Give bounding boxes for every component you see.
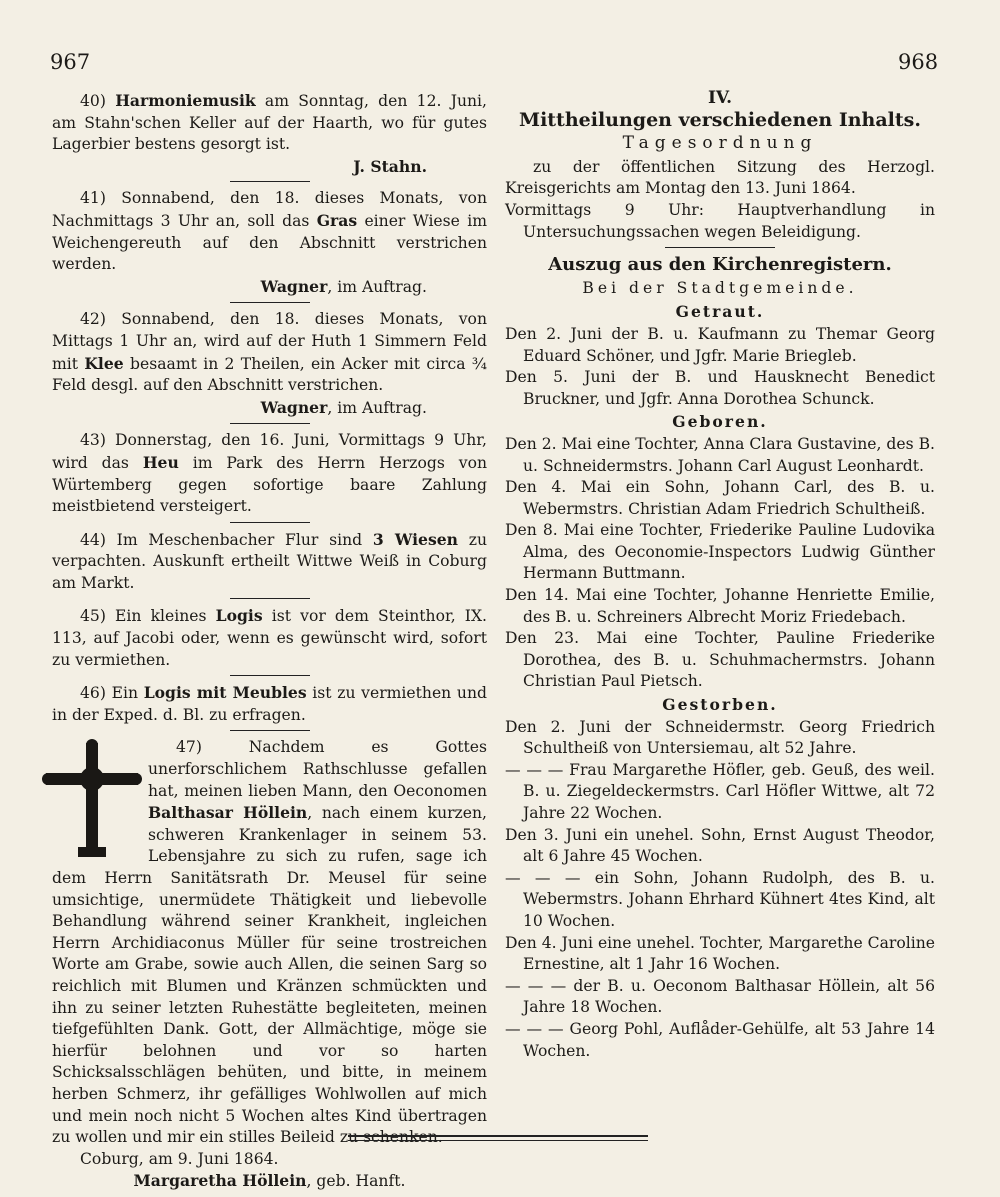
bottom-double-rule xyxy=(348,1135,648,1137)
notice-41-sig-name: Wagner xyxy=(260,276,328,296)
register-entry: Den 3. Juni ein unehel. Sohn, Ernst August Theodor, alt 6 Jahre 45 Wochen. xyxy=(505,825,935,866)
notice-44-text-b: zu verpachten. Auskunft ertheilt Wittwe Weiß in Coburg am Markt. xyxy=(52,530,488,592)
notice-40 xyxy=(52,90,487,177)
notice-42-text-a: 42) Sonnabend, den 18. dieses Monats, von Mittags 1 Uhr an, wird auf der Huth 1 Simmern Feld mit xyxy=(52,310,487,373)
notice-43-text-a: 43) Donnerstag, den 16. Juni, Vormittags 9 Uhr, wird das xyxy=(52,431,487,472)
kirchen-title: Auszug aus den Kirchenregistern. xyxy=(548,254,892,276)
notice-46 xyxy=(52,682,487,726)
gestorben-label: Gestorben. xyxy=(662,695,778,715)
notice-47-bold: Balthasar Höllein xyxy=(148,803,308,823)
section-title: Mittheilungen verschiedenen Inhalts. xyxy=(519,108,921,131)
register-entry: — — — der B. u. Oeconom Balthasar Höllein, alt 56 Jahre 18 Wochen. xyxy=(505,976,935,1017)
notice-42-bold: Klee xyxy=(84,353,124,373)
divider xyxy=(230,181,310,182)
register-entry: Den 23. Mai eine Tochter, Pauline Friederike Dorothea, des B. u. Schuhmachermstrs. Johann Christian Paul Pietsch. xyxy=(505,629,935,691)
notice-40-text: am Sonntag, den 12. Juni, am Stahn'schen Keller auf der Haarth, wo für gutes Lagerbier bestens gesorgt ist. xyxy=(52,92,487,154)
notice-45-text-b: ist vor dem Steinthor, IX. 113, auf Jacobi oder, wenn es gewünscht wird, sofort zu vermiethen. xyxy=(52,607,488,669)
notice-41-text-b: einer Wiese im Weichengereuth auf den Abschnitt verstrichen werden. xyxy=(52,211,487,274)
bottom-double-rule-thin xyxy=(348,1140,648,1141)
notice-46-text-b: ist zu vermiethen und in der Exped. d. Bl. zu erfragen. xyxy=(52,684,487,724)
register-entry: Den 8. Mai eine Tochter, Friederike Pauline Ludovika Alma, des Oeconomie-Inspectors Ludwig Günther Hermann Buttmann. xyxy=(505,521,935,583)
notice-46-text-a: 46) Ein xyxy=(80,684,144,703)
divider xyxy=(230,522,310,523)
register-entry: — — — Frau Margarethe Höfler, geb. Geuß, des weil. B. u. Ziegeldeckermstrs. Carl Höfler Wittwe, alt 72 Jahre 22 Wochen. xyxy=(505,760,935,822)
register-entry: Den 4. Juni eine unehel. Tochter, Margarethe Caroline Ernestine, alt 1 Jahr 16 Wochen. xyxy=(505,933,935,974)
register-entry: Den 14. Mai eine Tochter, Johanne Henriette Emilie, des B. u. Schreiners Albrecht Moriz Friedebach. xyxy=(505,586,935,626)
left-column xyxy=(52,90,487,1197)
page-number-right: 968 xyxy=(898,50,939,74)
notice-40-number: 40) xyxy=(80,92,106,110)
notice-47-signature xyxy=(52,1170,487,1193)
divider xyxy=(230,730,310,731)
notice-41-sig-rest: , im Auftrag. xyxy=(327,277,427,296)
divider xyxy=(665,247,775,248)
notice-42-sig-rest: , im Auftrag. xyxy=(327,398,427,417)
page-number-left: 967 xyxy=(50,50,91,74)
notice-44 xyxy=(52,529,487,595)
notice-41-text-a: 41) Sonnabend, den 18. dieses Monats, von Nachmittags 3 Uhr an, soll das xyxy=(52,189,487,230)
notice-43-text-b: im Park des Herrn Herzogs von Würtemberg gegen sofortige baare Zahlung meistbietend versteigert. xyxy=(52,453,488,516)
tagesordnung-item: Vormittags 9 Uhr: Hauptverhandlung in Untersuchungssachen wegen Beleidigung. xyxy=(505,200,935,241)
notice-41-signature xyxy=(52,276,427,299)
notice-44-text-a: 44) Im Meschenbacher Flur sind xyxy=(80,530,373,549)
notice-42-signature xyxy=(52,397,427,420)
notice-45-bold: Logis xyxy=(215,606,263,626)
stadtgemeinde-heading: Bei der Stadtgemeinde. xyxy=(582,278,858,297)
notice-42-text-b: besaamt in 2 Theilen, ein Acker mit circa ¾ Feld desgl. auf den Abschnitt verstrichen. xyxy=(52,354,488,395)
notice-45 xyxy=(52,605,487,671)
notice-46-bold: Logis mit Meubles xyxy=(143,683,307,703)
divider xyxy=(230,675,310,676)
notice-47-obituary xyxy=(52,737,487,1192)
cross-icon xyxy=(42,739,142,859)
divider xyxy=(230,423,310,424)
notice-43 xyxy=(52,430,487,517)
register-entry: Den 2. Juni der B. u. Kaufmann zu Themar Georg Eduard Schöner, und Jgfr. Marie Briegleb. xyxy=(505,324,935,365)
divider xyxy=(230,598,310,599)
notice-42 xyxy=(52,309,487,419)
register-entry: — — — Georg Pohl, Auflåder-Gehülfe, alt 53 Jahre 14 Wochen. xyxy=(505,1019,935,1060)
register-entry: — — — ein Sohn, Johann Rudolph, des B. u. Webermstrs. Johann Ehrhard Kühnert 4tes Kind, alt 10 Wochen. xyxy=(505,868,935,930)
notice-47-sig-name: Margaretha Höllein xyxy=(133,1171,307,1191)
tagesordnung-heading: Tagesordnung xyxy=(622,133,818,154)
notice-47-sig-rest: , geb. Hanft. xyxy=(306,1172,406,1191)
register-entry: Den 4. Mai ein Sohn, Johann Carl, des B. u. Webermstrs. Christian Adam Friedrich Schultheiß. xyxy=(505,478,935,518)
register-entry: Den 5. Juni der B. und Hausknecht Benedict Bruckner, und Jgfr. Anna Dorothea Schunck. xyxy=(505,368,935,408)
notice-40-signature: J. Stahn. xyxy=(353,156,427,176)
notice-44-bold: 3 Wiesen xyxy=(372,529,459,549)
divider xyxy=(230,302,310,303)
notice-40-title: Harmoniemusik xyxy=(115,91,256,110)
section-number: IV. xyxy=(707,88,733,108)
notice-47-text-a: 47) Nachdem es Gottes unerforschlichem Rathschlusse gefallen hat, meinen lieben Mann, den Oeconomen xyxy=(148,738,487,800)
right-column xyxy=(505,90,935,1062)
getraut-label: Getraut. xyxy=(675,302,765,322)
notice-43-bold: Heu xyxy=(142,452,179,472)
geboren-label: Geboren. xyxy=(672,412,768,432)
tagesordnung-text: zu der öffentlichen Sitzung des Herzogl. Kreisgerichts am Montag den 13. Juni 1864. xyxy=(505,157,935,198)
register-entry: Den 2. Juni der Schneidermstr. Georg Friedrich Schultheiß von Untersiemau, alt 52 Jahre. xyxy=(505,717,935,758)
register-entry: Den 2. Mai eine Tochter, Anna Clara Gustavine, des B. u. Schneidermstrs. Johann Carl August Leonhardt. xyxy=(505,434,935,475)
notice-41-bold: Gras xyxy=(316,210,358,230)
notice-45-text-a: 45) Ein kleines xyxy=(80,607,216,626)
notice-47-place-date: Coburg, am 9. Juni 1864. xyxy=(80,1149,279,1168)
notice-47-text-b: , nach einem kurzen, schweren Krankenlager in seinem 53. Lebensjahre zu sich zu rufen, sage ich dem Herrn Sanitätsrath Dr. Meusel für seine umsichtige, unermüdete Thätigkeit und liebevolle Behandlung während seiner Krankheit, ingleichen Herrn Archidiaconus Müller für seine trostreichen Worte am Grabe, sowie auch Allen, die seinen Sarg so reichlich mit Blumen und Kränzen schmückten und ihn zu seiner letzten Ruhestätte begleiteten, meinen tiefgefühlten Dank. Gott, der Allmächtige, möge sie hierfür belohnen und vor so harten Schicksalsschlägen behüten, und bitte, in meinem herben Schmerz, ihr gefälliges Wohlwollen auf mich und mein noch nicht 5 Wochen altes Kind übertragen zu wollen und mir ein stilles Beileid zu schenken. xyxy=(52,804,488,1147)
notice-42-sig-name: Wagner xyxy=(260,397,328,417)
notice-41 xyxy=(52,188,487,298)
